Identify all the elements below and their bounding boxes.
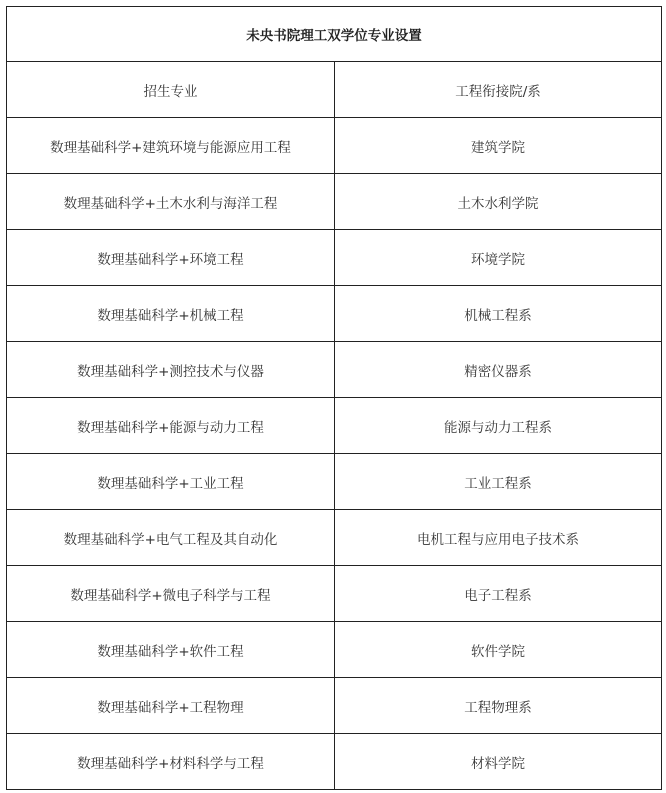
major-cell: 数理基础科学+工程物理 bbox=[7, 678, 335, 734]
table-row bbox=[7, 566, 662, 622]
major-cell: 数理基础科学+材料科学与工程 bbox=[7, 734, 335, 790]
table-title: 未央书院理工双学位专业设置 bbox=[7, 7, 662, 62]
major-cell: 数理基础科学+软件工程 bbox=[7, 622, 335, 678]
department-cell: 工业工程系 bbox=[335, 454, 662, 510]
table-row bbox=[7, 342, 662, 398]
table-row bbox=[7, 454, 662, 510]
table-row bbox=[7, 510, 662, 566]
department-cell: 土木水利学院 bbox=[335, 174, 662, 230]
department-cell: 机械工程系 bbox=[335, 286, 662, 342]
department-cell: 建筑学院 bbox=[335, 118, 662, 174]
major-cell: 数理基础科学+建筑环境与能源应用工程 bbox=[7, 118, 335, 174]
department-cell: 电机工程与应用电子技术系 bbox=[335, 510, 662, 566]
department-cell: 材料学院 bbox=[335, 734, 662, 790]
department-cell: 软件学院 bbox=[335, 622, 662, 678]
table-row bbox=[7, 174, 662, 230]
table-title-row bbox=[7, 7, 662, 62]
header-major: 招生专业 bbox=[7, 62, 335, 118]
department-cell: 能源与动力工程系 bbox=[335, 398, 662, 454]
table-header-row bbox=[7, 62, 662, 118]
major-cell: 数理基础科学+机械工程 bbox=[7, 286, 335, 342]
table-row bbox=[7, 678, 662, 734]
major-table bbox=[6, 6, 662, 790]
department-cell: 工程物理系 bbox=[335, 678, 662, 734]
major-cell: 数理基础科学+能源与动力工程 bbox=[7, 398, 335, 454]
major-cell: 数理基础科学+电气工程及其自动化 bbox=[7, 510, 335, 566]
table-row bbox=[7, 622, 662, 678]
department-cell: 电子工程系 bbox=[335, 566, 662, 622]
major-cell: 数理基础科学+环境工程 bbox=[7, 230, 335, 286]
table-row bbox=[7, 398, 662, 454]
major-cell: 数理基础科学+工业工程 bbox=[7, 454, 335, 510]
department-cell: 环境学院 bbox=[335, 230, 662, 286]
table-row bbox=[7, 734, 662, 790]
department-cell: 精密仪器系 bbox=[335, 342, 662, 398]
header-department: 工程衔接院/系 bbox=[335, 62, 662, 118]
table-row bbox=[7, 286, 662, 342]
major-cell: 数理基础科学+测控技术与仪器 bbox=[7, 342, 335, 398]
table-row bbox=[7, 230, 662, 286]
major-cell: 数理基础科学+土木水利与海洋工程 bbox=[7, 174, 335, 230]
table-row bbox=[7, 118, 662, 174]
major-cell: 数理基础科学+微电子科学与工程 bbox=[7, 566, 335, 622]
